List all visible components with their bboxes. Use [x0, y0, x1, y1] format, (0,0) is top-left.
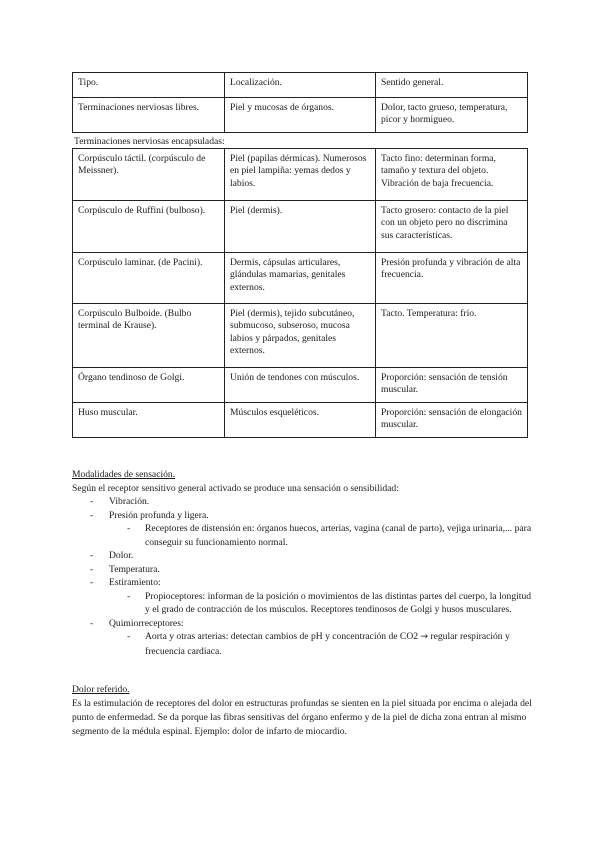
header-localizacion: Localización.: [225, 73, 376, 98]
list-item: [72, 563, 532, 577]
dolor-referido-title: Dolor referido.: [72, 684, 130, 695]
list-item: [72, 617, 532, 659]
list-item-text: Vibración.: [109, 496, 150, 507]
table-cell: Corpúsculo Bulboide. (Bulbo terminal de Krause).: [73, 304, 225, 368]
table-cell: Tacto. Temperatura: frío.: [376, 304, 528, 368]
sublist: [109, 522, 532, 549]
list-item-text: Quimiorreceptores:: [109, 617, 184, 629]
table-cell: Órgano tendinoso de Golgi.: [73, 368, 225, 403]
table-cell: Piel (dermis).: [225, 201, 376, 253]
table-cell: Proporción: sensación de tensión muscular.: [376, 368, 528, 403]
modalidades-list: [72, 495, 532, 658]
table-cell: Proporción: sensación de elongación muscular.: [376, 402, 528, 437]
table-header-row: [73, 73, 528, 98]
table-cell: Dolor, tacto grueso, temperatura, picor y hormigueo.: [376, 98, 528, 133]
receptor-table-encapsulated: [72, 148, 528, 438]
table-row: [73, 402, 528, 437]
list-item-text: Estiramiento:: [109, 577, 161, 588]
sublist-item: - Propioceptores: informan de la posición o movimientos de las distintas partes del cuerpo, la longitud y el grado de contracción de los músculos. Receptores tendinosos de Golgi y husos musculares.: [109, 590, 532, 617]
table-cell: Músculos esqueléticos.: [225, 402, 376, 437]
modalidades-section: [72, 468, 532, 658]
table-row: [73, 304, 528, 368]
table-cell: Presión profunda y vibración de alta frecuencia.: [376, 253, 528, 304]
table-row: [73, 98, 528, 133]
encapsulated-label: Terminaciones nerviosas encapsuladas:: [74, 136, 225, 147]
list-item: [72, 509, 532, 550]
table-cell: Terminaciones nerviosas libres.: [73, 98, 225, 133]
table-row: [73, 149, 528, 201]
dolor-referido-paragraph: Es la estimulación de receptores del dolor en estructuras profundas se sienten en la piel situada por encima o alejada del punto de enfermedad. Se da porque las fibras sensitivas del órgano enfermo y de la piel de dicha zona entran al mismo segmento de la médula espinal. Ejemplo: dolor de infarto de miocardio.: [72, 697, 532, 737]
list-item-text: Temperatura.: [109, 563, 160, 575]
table-cell: Corpúsculo laminar. (de Pacini).: [73, 253, 225, 304]
sublist: [109, 630, 532, 658]
modalidades-title: Modalidades de sensación.: [72, 469, 176, 480]
receptor-table-free: [72, 72, 528, 133]
table-cell: Piel y mucosas de órganos.: [225, 98, 376, 133]
sublist-item: - Receptores de distensión en: órganos huecos, arterias, vagina (canal de parto), vejiga urinaria,... para conseguir su funcionamiento normal.: [109, 522, 532, 549]
table-cell: Huso muscular.: [73, 402, 225, 437]
list-item-text: Presión profunda y ligera.: [109, 509, 209, 521]
list-item-text: Dolor.: [109, 550, 134, 561]
table-cell: Piel (papilas dérmicas). Numerosos en piel lampiña: yemas dedos y labios.: [225, 149, 376, 201]
table-row: [73, 201, 528, 253]
header-sentido: Sentido general.: [376, 73, 528, 98]
table-cell: Dermis, cápsulas articulares, glándulas mamarias, genitales externos.: [225, 253, 376, 304]
table-cell: Tacto grosero: contacto de la piel con un objeto pero no discrimina sus características.: [376, 201, 528, 253]
table-cell: Tacto fino: determinan forma, tamaño y textura del objeto. Vibración de baja frecuencia.: [376, 149, 528, 201]
sublist-item: [109, 630, 532, 658]
table-cell: Corpúsculo de Ruffini (bulboso).: [73, 201, 225, 253]
dolor-referido-section: [72, 683, 532, 739]
table-cell: Piel (dermis), tejido subcutáneo, submucoso, subseroso, mucosa labios y párpados, genitales externos.: [225, 304, 376, 368]
table-row: [73, 253, 528, 304]
chemo-text-before: Aorta y otras arterias: detectan cambios de pH y concentración de CO2: [145, 631, 419, 642]
list-item: [72, 549, 532, 563]
table-row: [73, 368, 528, 403]
sublist: [109, 590, 532, 617]
right-arrow-icon: →: [420, 632, 429, 642]
list-item: [72, 576, 532, 617]
list-item: [72, 495, 532, 509]
header-tipo: Tipo.: [73, 73, 225, 98]
table-cell: Unión de tendones con músculos.: [225, 368, 376, 403]
table-cell: Corpúsculo táctil. (corpúsculo de Meissner).: [73, 149, 225, 201]
chemo-text-after: regular respiración y frecuencia cardiaca.: [145, 631, 510, 657]
modalidades-intro: Según el receptor sensitivo general activado se produce una sensación o sensibilidad:: [72, 482, 399, 494]
